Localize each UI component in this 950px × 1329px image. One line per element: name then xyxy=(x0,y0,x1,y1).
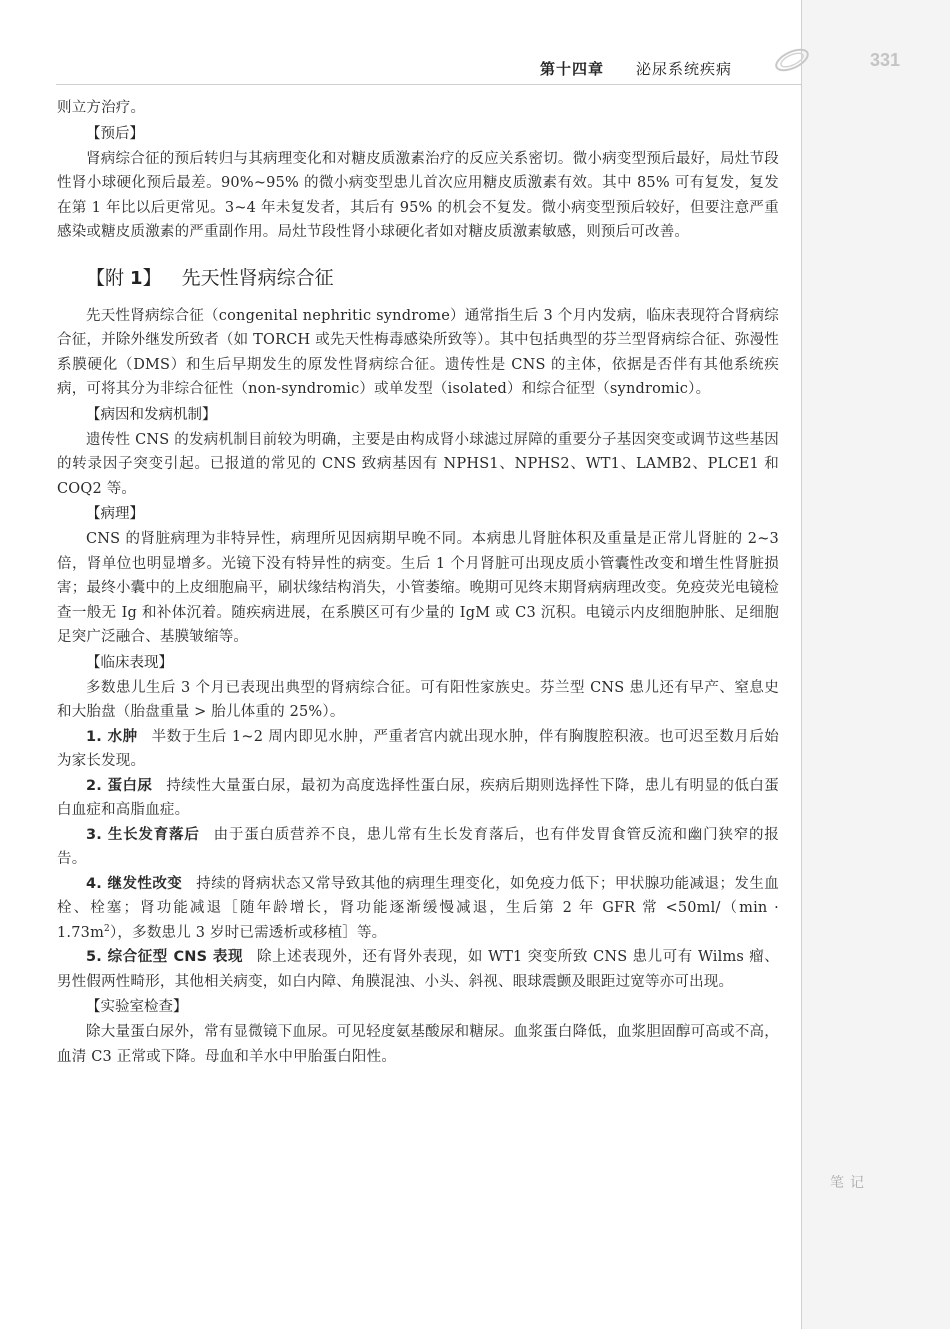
margin-note-label: 笔记 xyxy=(830,1175,870,1191)
clinical-item-text-b: ），多数患儿 3 岁时已需透析或移植］等。 xyxy=(109,924,387,941)
clinical-item-label: 5. 综合征型 CNS 表现 xyxy=(86,949,244,965)
clinical-item-text: 半数于生后 1~2 周内即见水肿，严重者宫内就出现水肿，伴有胸腹腔积液。也可迟至数月后始为家长发现。 xyxy=(57,728,779,769)
running-header-title: 泌尿系统疾病 xyxy=(636,60,733,78)
pathology-text: CNS 的肾脏病理为非特异性，病理所见因病期早晚不同。本病患儿肾脏体积及重量是正常儿肾脏的 2~3 倍，肾单位也明显增多。光镜下没有特异性的病变。生后 1 个月肾脏可出现皮质小管囊性改变和增生性肾脏损害；最终小囊中的上皮细胞扁平，刷状缘结构消失，小管萎缩。晚期可见终末期肾病病理改变。免疫荧光电镜检查一般无 Ig 和补体沉着。随疾病进展，在系膜区可有少量的 IgM 或 C3 沉积。电镜示内皮细胞肿胀、足细胞足突广泛融合、基膜皱缩等。 xyxy=(57,531,779,645)
lab-heading: 【实验室检查】 xyxy=(86,999,188,1015)
clinical-text: 多数患儿生后 3 个月已表现出典型的肾病综合征。可有阳性家族史。芬兰型 CNS 患儿还有早产、窒息史和大胎盘（胎盘重量 > 胎儿体重的 25%）。 xyxy=(57,679,779,720)
clinical-item-label: 4. 继发性改变 xyxy=(86,875,183,892)
etiology-text: 遗传性 CNS 的发病机制目前较为明确，主要是由构成肾小球滤过屏障的重要分子基因突变或调节这些基因的转录因子突变引起。已报道的常见的 CNS 致病基因有 NPHS1、NPHS2、WT1、LAMB2、PLCE1 和 COQ2 等。 xyxy=(57,431,779,497)
running-header-chapter: 第十四章 xyxy=(540,60,605,78)
decorative-swirl-icon xyxy=(772,40,812,80)
prognosis-text: 肾病综合征的预后转归与其病理变化和对糖皮质激素治疗的反应关系密切。微小病变型预后最好，局灶节段性肾小球硬化预后最差。90%~95% 的微小病变型患儿首次应用糖皮质激素有效。其中 85% 可有复发，复发在第 1 年比以后更常见。3~4 年未复发者，其后有 95% 的机会不复发。微小病变型预后较好，但要注意严重感染或糖皮质激素的严重副作用。局灶节段性肾小球硬化者如对糖皮质激素敏感，则预后可改善。 xyxy=(57,150,779,240)
margin-notes-column xyxy=(802,0,950,1329)
clinical-item-text: 由于蛋白质营养不良，患儿常有生长发育落后，也有伴发胃食管反流和幽门狭窄的报告。 xyxy=(57,826,779,867)
clinical-item-text: 持续性大量蛋白尿，最初为高度选择性蛋白尿，疾病后期则选择性下降，患儿有明显的低白蛋白血症和高脂血症。 xyxy=(57,777,779,818)
clinical-item xyxy=(57,945,779,994)
intro-line: 则立方治疗。 xyxy=(57,100,146,116)
clinical-item xyxy=(57,725,779,774)
lab-text: 除大量蛋白尿外，常有显微镜下血尿。可见轻度氨基酸尿和糖尿。血浆蛋白降低，血浆胆固醇可高或不高，血清 C3 正常或下降。母血和羊水中甲胎蛋白阳性。 xyxy=(57,1024,779,1065)
clinical-item-text: 除上述表现外，还有肾外表现，如 WT1 突变所致 CNS 患儿可有 Wilms 瘤、男性假两性畸形，其他相关病变，如白内障、角膜混浊、小头、斜视、眼球震颤及眼距过宽等亦可出现。 xyxy=(57,949,780,990)
clinical-item xyxy=(57,872,779,946)
appendix-intro: 先天性肾病综合征（congenital nephritic syndrome）通常指生后 3 个月内发病，临床表现符合肾病综合征，并除外继发所致者（如 TORCH 或先天性梅毒感染所致等）。其中包括典型的芬兰型肾病综合征、弥漫性系膜硬化（DMS）和生后早期发生的原发性肾病综合征。遗传性是 CNS 的主体，依据是否伴有其他系统疾病，可将其分为非综合征性（non-syndromic）或单发型（isolated）和综合征型（syndromic）。 xyxy=(57,307,779,397)
appendix-heading xyxy=(86,263,779,294)
appendix-label-open: 【附 xyxy=(86,266,131,289)
clinical-item-label: 3. 生长发育落后 xyxy=(86,826,200,843)
margin-divider xyxy=(801,0,802,1329)
clinical-item-label: 2. 蛋白尿 xyxy=(86,777,153,794)
pathology-heading: 【病理】 xyxy=(86,506,144,522)
clinical-item-label: 1. 水肿 xyxy=(86,728,138,745)
clinical-item-text-a: 持续的肾病状态又常导致其他的病理生理变化，如免疫力低下；甲状腺功能减退；发生血栓、栓塞；肾功能减退［随年龄增长，肾功能逐渐缓慢减退，生后第 2 年 GFR 常 <50ml/（min · 1.73m xyxy=(57,875,780,941)
page-number: 331 xyxy=(870,50,901,70)
appendix-label-close: 】 xyxy=(142,266,162,289)
prognosis-heading: 【预后】 xyxy=(86,125,144,142)
appendix-title: 先天性肾病综合征 xyxy=(181,266,334,289)
header-rule xyxy=(56,84,801,85)
etiology-heading: 【病因和发病机制】 xyxy=(86,406,217,423)
clinical-heading: 【临床表现】 xyxy=(86,654,173,671)
appendix-label-number: 1 xyxy=(130,267,143,289)
superscript: 2 xyxy=(104,923,110,934)
clinical-item xyxy=(57,823,779,872)
clinical-item xyxy=(57,774,779,823)
page-body xyxy=(57,96,779,1069)
